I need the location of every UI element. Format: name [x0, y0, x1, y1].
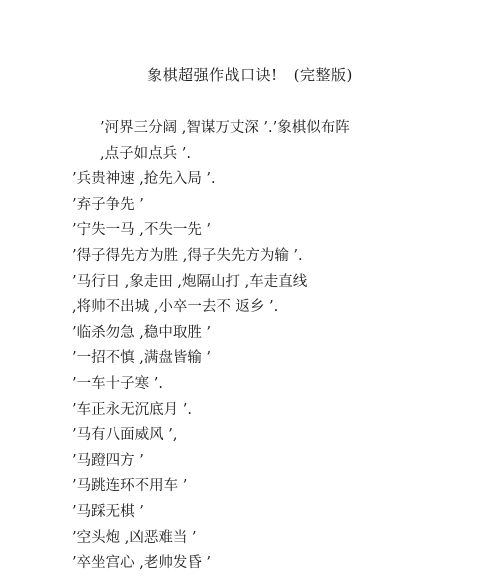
text-line: ’马踩无棋 ’	[72, 503, 144, 520]
text-line: ’得子得先方为胜 ,得子失先方为输 ’.	[72, 247, 303, 264]
text-line: ’宁失一马 ,不失一先 ’	[72, 222, 212, 239]
text-line: ’卒坐宫心 ,老帅发昏 ’	[72, 555, 212, 572]
text-line: ,将帅不出城 ,小卒一去不 返乡 ’.	[72, 299, 279, 316]
text-line: ’车正永无沉底月 ’.	[72, 401, 192, 418]
text-line: ’一招不慎 ,满盘皆输 ’	[72, 350, 212, 367]
text-line: ,点子如点兵 ’.	[100, 145, 191, 162]
text-line: ’马有八面威风 ’,	[72, 427, 178, 444]
text-line: ’马跳连环不用车 ’	[72, 478, 188, 495]
title-suffix: (完整版)	[293, 66, 353, 84]
text-line: ’河界三分阔 ,智谋万丈深 ’.’象棋似布阵	[100, 120, 350, 136]
text-line: ’马蹬四方 ’	[72, 452, 144, 469]
text-line: ’弃子争先 ’	[72, 196, 144, 213]
text-line: ’空头炮 ,凶恶难当 ’	[72, 529, 197, 546]
text-line: ’临杀勿急 ,稳中取胜 ’	[72, 324, 212, 341]
text-line: ’马行日 ,象走田 ,炮隔山打 ,车走直线	[72, 273, 308, 290]
text-line: ’一车十子寒 ’.	[72, 375, 163, 392]
title-main: 象棋超强作战口诀!	[147, 66, 278, 84]
document-title	[0, 64, 500, 86]
document-body	[72, 116, 472, 577]
text-line: ’兵贵神速 ,抢先入局 ’.	[72, 171, 216, 188]
